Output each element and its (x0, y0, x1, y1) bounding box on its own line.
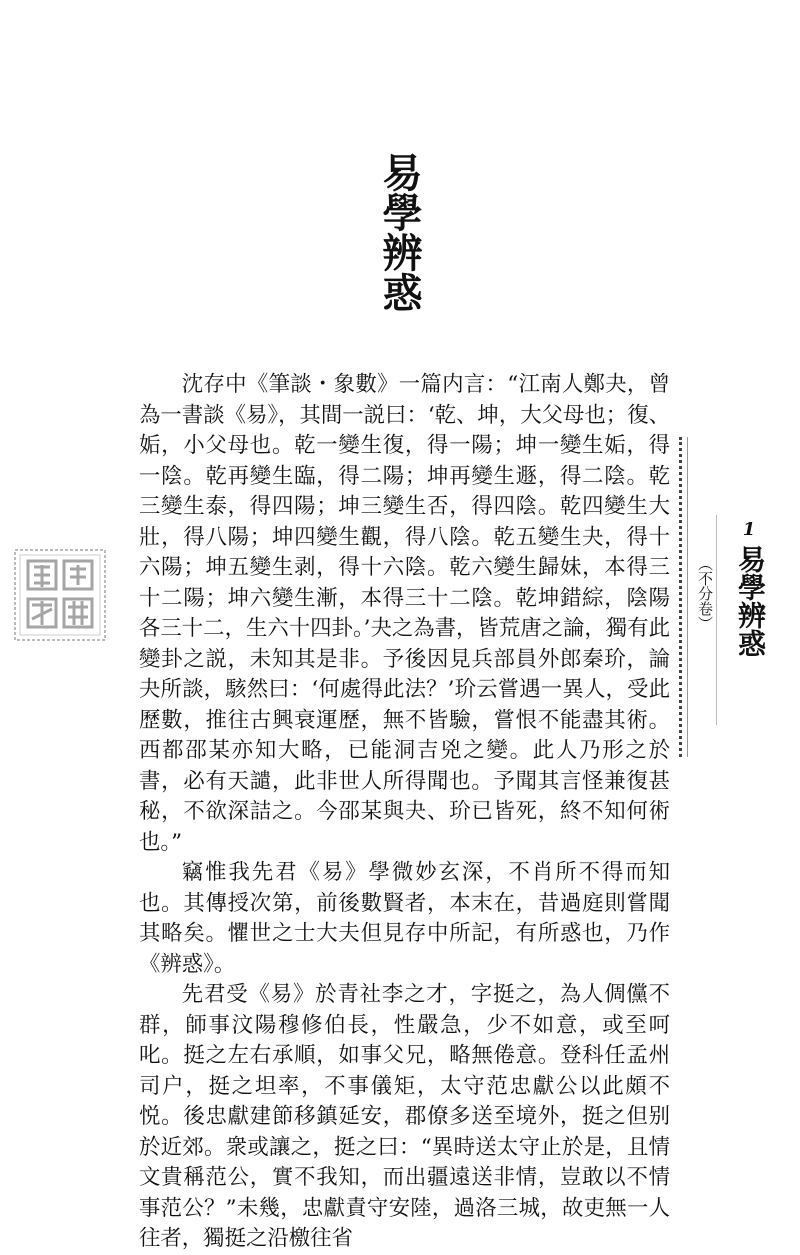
margin-rule-inner (716, 515, 719, 725)
running-subtitle: （不分卷） (696, 556, 714, 631)
main-text (139, 370, 670, 1255)
seal-stamp (12, 547, 108, 643)
paragraph: 沈存中《筆談・象數》一篇内言：“江南人鄭夬，曾為一書談《易》，其間一説曰：‘乾、坤，大父母也；復、姤，小父母也。乾一變生復，得一陽；坤一變生姤，得一陰。乾再變生臨，得二陽；坤再變生遯，得二陰。乾三變生泰，得四陽；坤三變生否，得四陰。乾四變生大壯，得八陽；坤四變生觀，得八陰。乾五變生夬，得十六陽；坤五變生剥，得十六陰。乾六變生歸妹，本得三十二陽；坤六變生漸，本得三十二陰。乾坤錯綜，陰陽各三十二，生六十四卦。’夬之為書，皆荒唐之論，獨有此變卦之説，未知其是非。予後因見兵部員外郎秦玠，論夬所談，駭然曰：‘何處得此法？’玠云嘗遇一異人，受此歷數，推往古興衰運歷，無不皆驗，嘗恨不能盡其術。西都邵某亦知大略，已能洞吉兇之變。此人乃形之於書，必有天譴，此非世人所得聞也。予聞其言怪兼復甚秘，不欲深詰之。今邵某與夬、玠已皆死，終不知何術也。” (139, 372, 670, 855)
page-number: 1 (742, 519, 756, 540)
margin-rule (679, 437, 688, 757)
running-title: 易學辨惑 (734, 545, 767, 657)
paragraph: 竊惟我先君《易》學微妙玄深，不肖所不得而知也。其傳授次第，前後數賢者，本末在，昔過庭則嘗聞其略矣。懼世之士大夫但見存中所記，有所惑也，乃作《辨惑》。 (139, 860, 670, 977)
book-title: 易學辨惑 (376, 152, 423, 312)
seal-icon (12, 547, 108, 643)
paragraph: 先君受《易》於青社李之才，字挺之，為人倜儻不群，師事汶陽穆修伯長，性嚴急，少不如意，或至呵叱。挺之左右承順，如事父兄，略無倦意。登科任孟州司户，挺之坦率，不事儀矩，太守范忠獻公以此頗不悦。後忠獻建節移鎮延安，郡僚多送至境外，挺之但别於近郊。衆或讓之，挺之曰：“異時送太守止於是，且情文貴稱范公，實不我知，而出疆遠送非情，豈敢以不情事范公？”未幾，忠獻責守安陸，過洛三城，故吏無一人往者，獨挺之沿檄往省 (139, 982, 670, 1251)
